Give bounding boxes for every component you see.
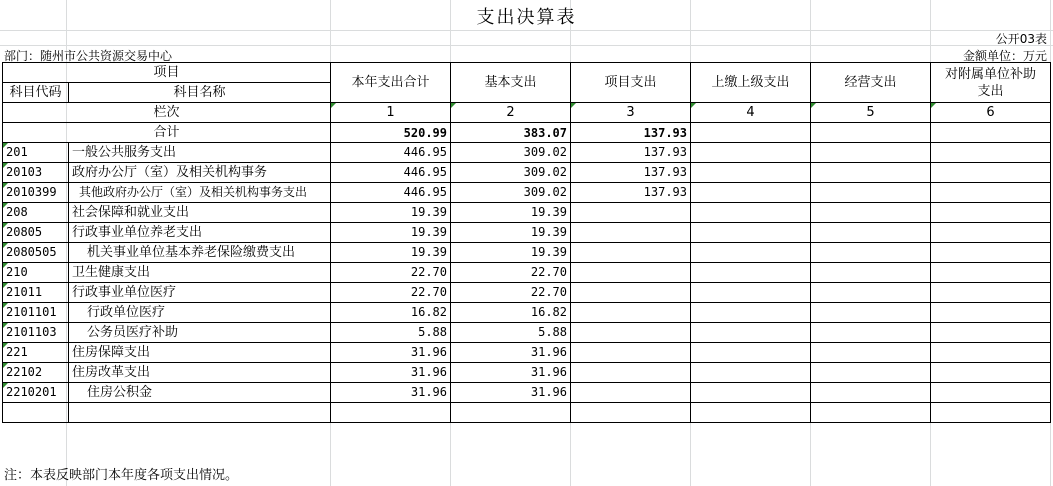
row-code[interactable]: 22102 xyxy=(3,363,69,383)
form-number: 公开03表 xyxy=(995,32,1047,46)
row-name[interactable]: 住房改革支出 xyxy=(69,363,331,383)
row-basic[interactable]: 16.82 xyxy=(451,303,571,323)
row-basic[interactable]: 5.88 xyxy=(451,323,571,343)
row-upper[interactable] xyxy=(691,143,811,163)
row-code[interactable]: 2080505 xyxy=(3,243,69,263)
row-project[interactable] xyxy=(571,283,691,303)
total-upper[interactable] xyxy=(691,123,811,143)
row-basic[interactable]: 31.96 xyxy=(451,363,571,383)
table-row xyxy=(3,283,1051,303)
row-operating[interactable] xyxy=(811,323,931,343)
row-project[interactable] xyxy=(571,263,691,283)
empty-cell[interactable] xyxy=(451,403,571,423)
row-subsidy[interactable] xyxy=(931,323,1051,343)
header-code[interactable]: 科目代码 xyxy=(3,83,69,103)
row-upper[interactable] xyxy=(691,223,811,243)
table-row xyxy=(3,323,1051,343)
row-code[interactable]: 2010399 xyxy=(3,183,69,203)
row-upper[interactable] xyxy=(691,363,811,383)
row-operating[interactable] xyxy=(811,163,931,183)
row-total[interactable]: 31.96 xyxy=(331,383,451,403)
row-upper[interactable] xyxy=(691,163,811,183)
total-project[interactable]: 137.93 xyxy=(571,123,691,143)
table-row xyxy=(3,183,1051,203)
header-name[interactable]: 科目名称 xyxy=(69,83,331,103)
row-subsidy[interactable] xyxy=(931,183,1051,203)
row-name[interactable]: 其他政府办公厅（室）及相关机构事务支出 xyxy=(69,183,331,203)
empty-cell[interactable] xyxy=(691,403,811,423)
row-upper[interactable] xyxy=(691,343,811,363)
row-total[interactable]: 22.70 xyxy=(331,263,451,283)
row-operating[interactable] xyxy=(811,143,931,163)
row-operating[interactable] xyxy=(811,223,931,243)
row-basic[interactable]: 309.02 xyxy=(451,163,571,183)
row-operating[interactable] xyxy=(811,303,931,323)
total-subsidy[interactable] xyxy=(931,123,1051,143)
row-upper[interactable] xyxy=(691,183,811,203)
row-upper[interactable] xyxy=(691,283,811,303)
table-row xyxy=(3,163,1051,183)
row-code[interactable]: 20103 xyxy=(3,163,69,183)
row-total[interactable]: 31.96 xyxy=(331,363,451,383)
row-project[interactable]: 137.93 xyxy=(571,143,691,163)
row-code[interactable]: 20805 xyxy=(3,223,69,243)
row-basic[interactable]: 309.02 xyxy=(451,183,571,203)
row-code[interactable]: 2101103 xyxy=(3,323,69,343)
row-code[interactable]: 221 xyxy=(3,343,69,363)
empty-cell[interactable] xyxy=(331,403,451,423)
table-row xyxy=(3,263,1051,283)
row-project[interactable] xyxy=(571,363,691,383)
row-total[interactable]: 19.39 xyxy=(331,223,451,243)
row-upper[interactable] xyxy=(691,243,811,263)
page-title: 支出决算表 xyxy=(476,7,577,28)
row-code[interactable]: 2210201 xyxy=(3,383,69,403)
row-name[interactable]: 行政事业单位医疗 xyxy=(69,283,331,303)
seq-cell[interactable]: 1 xyxy=(331,103,451,123)
row-project[interactable] xyxy=(571,323,691,343)
footnote: 注：本表反映部门本年度各项支出情况。 xyxy=(4,468,239,483)
table-row xyxy=(3,143,1051,163)
row-upper[interactable] xyxy=(691,383,811,403)
row-subsidy[interactable] xyxy=(931,283,1051,303)
seq-cell[interactable]: 6 xyxy=(931,103,1051,123)
row-upper[interactable] xyxy=(691,323,811,343)
row-name[interactable]: 住房保障支出 xyxy=(69,343,331,363)
row-subsidy[interactable] xyxy=(931,163,1051,183)
row-subsidy[interactable] xyxy=(931,143,1051,163)
row-project[interactable]: 137.93 xyxy=(571,163,691,183)
seq-cell[interactable]: 2 xyxy=(451,103,571,123)
row-subsidy[interactable] xyxy=(931,303,1051,323)
table-row xyxy=(3,203,1051,223)
row-operating[interactable] xyxy=(811,263,931,283)
seq-label[interactable]: 栏次 xyxy=(3,103,331,123)
row-basic[interactable]: 19.39 xyxy=(451,223,571,243)
row-operating[interactable] xyxy=(811,203,931,223)
row-total[interactable]: 19.39 xyxy=(331,243,451,263)
row-operating[interactable] xyxy=(811,243,931,263)
row-code[interactable]: 2101101 xyxy=(3,303,69,323)
header-upper[interactable]: 上缴上级支出 xyxy=(691,63,811,103)
row-name[interactable]: 行政单位医疗 xyxy=(69,303,331,323)
header-total[interactable]: 本年支出合计 xyxy=(331,63,451,103)
row-upper[interactable] xyxy=(691,263,811,283)
expenditure-table xyxy=(2,62,1051,423)
department-label: 部门：随州市公共资源交易中心 xyxy=(4,49,173,63)
row-code[interactable]: 21011 xyxy=(3,283,69,303)
row-operating[interactable] xyxy=(811,183,931,203)
total-operating[interactable] xyxy=(811,123,931,143)
row-total[interactable]: 16.82 xyxy=(331,303,451,323)
row-project[interactable] xyxy=(571,243,691,263)
row-subsidy[interactable] xyxy=(931,223,1051,243)
row-total[interactable]: 22.70 xyxy=(331,283,451,303)
row-subsidy[interactable] xyxy=(931,243,1051,263)
row-subsidy[interactable] xyxy=(931,363,1051,383)
row-name[interactable]: 行政事业单位养老支出 xyxy=(69,223,331,243)
seq-cell[interactable]: 4 xyxy=(691,103,811,123)
table-row xyxy=(3,303,1051,323)
row-basic[interactable]: 22.70 xyxy=(451,263,571,283)
row-basic[interactable]: 19.39 xyxy=(451,243,571,263)
row-subsidy[interactable] xyxy=(931,263,1051,283)
table-row xyxy=(3,343,1051,363)
total-basic[interactable]: 383.07 xyxy=(451,123,571,143)
row-name[interactable]: 住房公积金 xyxy=(69,383,331,403)
row-subsidy[interactable] xyxy=(931,343,1051,363)
row-project[interactable] xyxy=(571,223,691,243)
row-total[interactable]: 446.95 xyxy=(331,163,451,183)
empty-row xyxy=(3,403,1051,423)
row-operating[interactable] xyxy=(811,383,931,403)
row-code[interactable]: 210 xyxy=(3,263,69,283)
row-upper[interactable] xyxy=(691,203,811,223)
row-total[interactable]: 446.95 xyxy=(331,143,451,163)
row-project[interactable] xyxy=(571,203,691,223)
row-total[interactable]: 446.95 xyxy=(331,183,451,203)
empty-cell[interactable] xyxy=(3,403,69,423)
seq-cell[interactable]: 3 xyxy=(571,103,691,123)
row-name[interactable]: 社会保障和就业支出 xyxy=(69,203,331,223)
row-code[interactable]: 208 xyxy=(3,203,69,223)
row-name[interactable]: 公务员医疗补助 xyxy=(69,323,331,343)
row-name[interactable]: 政府办公厅（室）及相关机构事务 xyxy=(69,163,331,183)
header-project[interactable]: 项目支出 xyxy=(571,63,691,103)
header-subsidy-line2: 支出 xyxy=(977,83,1004,99)
row-total[interactable]: 31.96 xyxy=(331,343,451,363)
empty-cell[interactable] xyxy=(811,403,931,423)
row-name[interactable]: 一般公共服务支出 xyxy=(69,143,331,163)
seq-cell[interactable]: 5 xyxy=(811,103,931,123)
header-subsidy-line1: 对附属单位补助 xyxy=(944,66,1036,82)
empty-cell[interactable] xyxy=(69,403,331,423)
header-subsidy[interactable] xyxy=(931,63,1051,103)
empty-cell[interactable] xyxy=(571,403,691,423)
row-upper[interactable] xyxy=(691,303,811,323)
row-operating[interactable] xyxy=(811,343,931,363)
table-row xyxy=(3,363,1051,383)
row-subsidy[interactable] xyxy=(931,383,1051,403)
row-project[interactable] xyxy=(571,383,691,403)
header-item[interactable]: 项目 xyxy=(3,63,331,83)
unit-label: 金额单位：万元 xyxy=(962,49,1047,63)
row-total[interactable]: 19.39 xyxy=(331,203,451,223)
row-basic[interactable]: 22.70 xyxy=(451,283,571,303)
row-project[interactable] xyxy=(571,343,691,363)
row-basic[interactable]: 31.96 xyxy=(451,383,571,403)
empty-cell[interactable] xyxy=(931,403,1051,423)
gridline xyxy=(0,45,1053,46)
row-project[interactable] xyxy=(571,303,691,323)
row-operating[interactable] xyxy=(811,363,931,383)
row-code[interactable]: 201 xyxy=(3,143,69,163)
row-total[interactable]: 5.88 xyxy=(331,323,451,343)
total-label[interactable]: 合计 xyxy=(3,123,331,143)
row-basic[interactable]: 19.39 xyxy=(451,203,571,223)
row-name[interactable]: 卫生健康支出 xyxy=(69,263,331,283)
table-row xyxy=(3,243,1051,263)
header-basic[interactable]: 基本支出 xyxy=(451,63,571,103)
total-sum[interactable]: 520.99 xyxy=(331,123,451,143)
header-operating[interactable]: 经营支出 xyxy=(811,63,931,103)
row-operating[interactable] xyxy=(811,283,931,303)
row-project[interactable]: 137.93 xyxy=(571,183,691,203)
row-subsidy[interactable] xyxy=(931,203,1051,223)
table-row xyxy=(3,383,1051,403)
row-name[interactable]: 机关事业单位基本养老保险缴费支出 xyxy=(69,243,331,263)
table-row xyxy=(3,223,1051,243)
row-basic[interactable]: 309.02 xyxy=(451,143,571,163)
row-basic[interactable]: 31.96 xyxy=(451,343,571,363)
